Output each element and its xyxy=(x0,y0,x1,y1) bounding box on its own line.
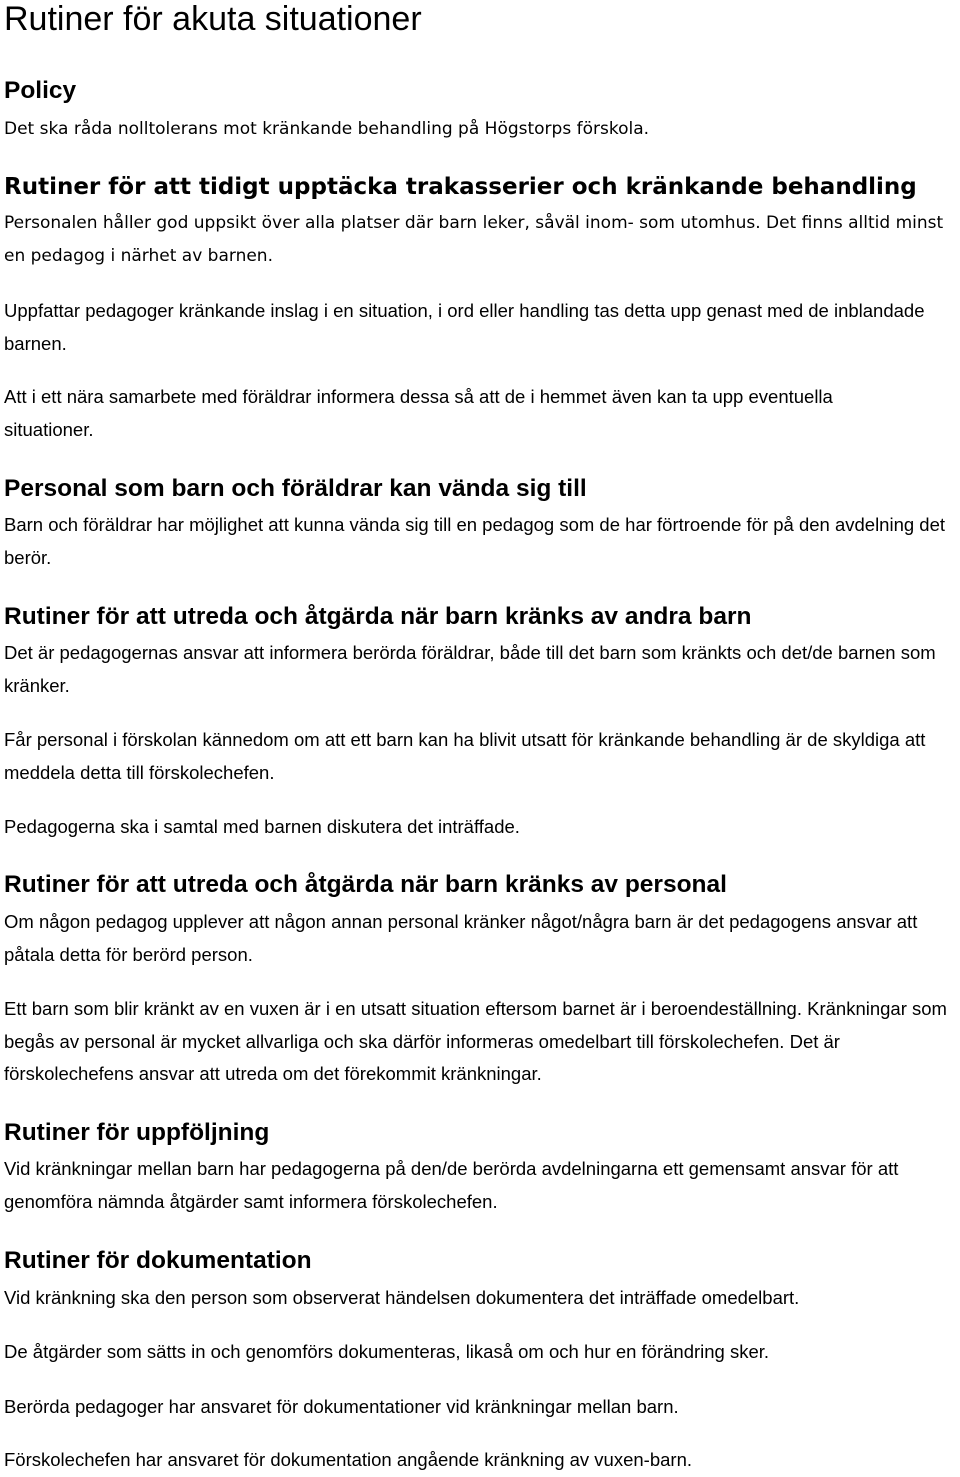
paragraph: De åtgärder som sätts in och genomförs dokumenteras, likaså om och hur en förändring sker. xyxy=(4,1341,770,1362)
paragraph: Om någon pedagog upplever att någon annan personal kränker något/några barn är det pedagogens ansvar att påtala detta för berörd person. xyxy=(4,911,918,965)
paragraph: Att i ett nära samarbete med föräldrar informera dessa så att de i hemmet även kan ta upp eventuella situationer. xyxy=(4,386,833,440)
section-heading-follow-up: Rutiner för uppföljning xyxy=(4,1119,270,1146)
paragraph: Berörda pedagoger har ansvaret för dokumentationer vid kränkningar mellan barn. xyxy=(4,1396,679,1417)
section-heading-contact-staff: Personal som barn och föräldrar kan vända sig till xyxy=(4,475,587,502)
paragraph: Det är pedagogernas ansvar att informera berörda föräldrar, både till det barn som kränkts och det/de barnen som kränker. xyxy=(4,642,936,696)
section-heading-policy: Policy xyxy=(4,77,77,104)
section-heading-child-to-child: Rutiner för att utreda och åtgärda när barn kränks av andra barn xyxy=(4,603,752,630)
section-heading-documentation: Rutiner för dokumentation xyxy=(4,1247,312,1274)
section-heading-early-detection: Rutiner för att tidigt upptäcka trakasserier och kränkande behandling xyxy=(4,174,917,200)
paragraph: Får personal i förskolan kännedom om att ett barn kan ha blivit utsatt för kränkande behandling är de skyldiga att meddela detta till förskolechefen. xyxy=(4,729,926,783)
paragraph: Ett barn som blir kränkt av en vuxen är i en utsatt situation eftersom barnet är i beroendeställning. Kränkningar som begås av personal är mycket allvarliga och ska därför informeras omedelbart till förskolechefen. Det är förskolechefens ansvar att utreda om det förekommit kränkningar. xyxy=(4,998,947,1084)
paragraph: Det ska råda nolltolerans mot kränkande behandling på Högstorps förskola. xyxy=(4,119,650,139)
paragraph: Vid kränkningar mellan barn har pedagogerna på den/de berörda avdelningarna ett gemensamt ansvar för att genomföra nämnda åtgärder samt informera förskolechefen. xyxy=(4,1158,899,1212)
document-title: Rutiner för akuta situationer xyxy=(4,0,422,38)
paragraph: Barn och föräldrar har möjlighet att kunna vända sig till en pedagog som de har förtroende för på den avdelning det berör. xyxy=(4,514,946,568)
paragraph: Förskolechefen har ansvaret för dokumentation angående kränkning av vuxen-barn. xyxy=(4,1449,693,1470)
section-heading-staff-to-child: Rutiner för att utreda och åtgärda när barn kränks av personal xyxy=(4,871,727,898)
paragraph: Personalen håller god uppsikt över alla platser där barn leker, såväl inom- som utomhus. Det finns alltid minst en pedagog i närhet av barnen. xyxy=(4,213,944,266)
paragraph: Pedagogerna ska i samtal med barnen diskutera det inträffade. xyxy=(4,816,520,837)
paragraph: Vid kränkning ska den person som observerat händelsen dokumentera det inträffade omedelbart. xyxy=(4,1287,800,1308)
paragraph: Uppfattar pedagoger kränkande inslag i en situation, i ord eller handling tas detta upp genast med de inblandade barnen. xyxy=(4,300,925,354)
